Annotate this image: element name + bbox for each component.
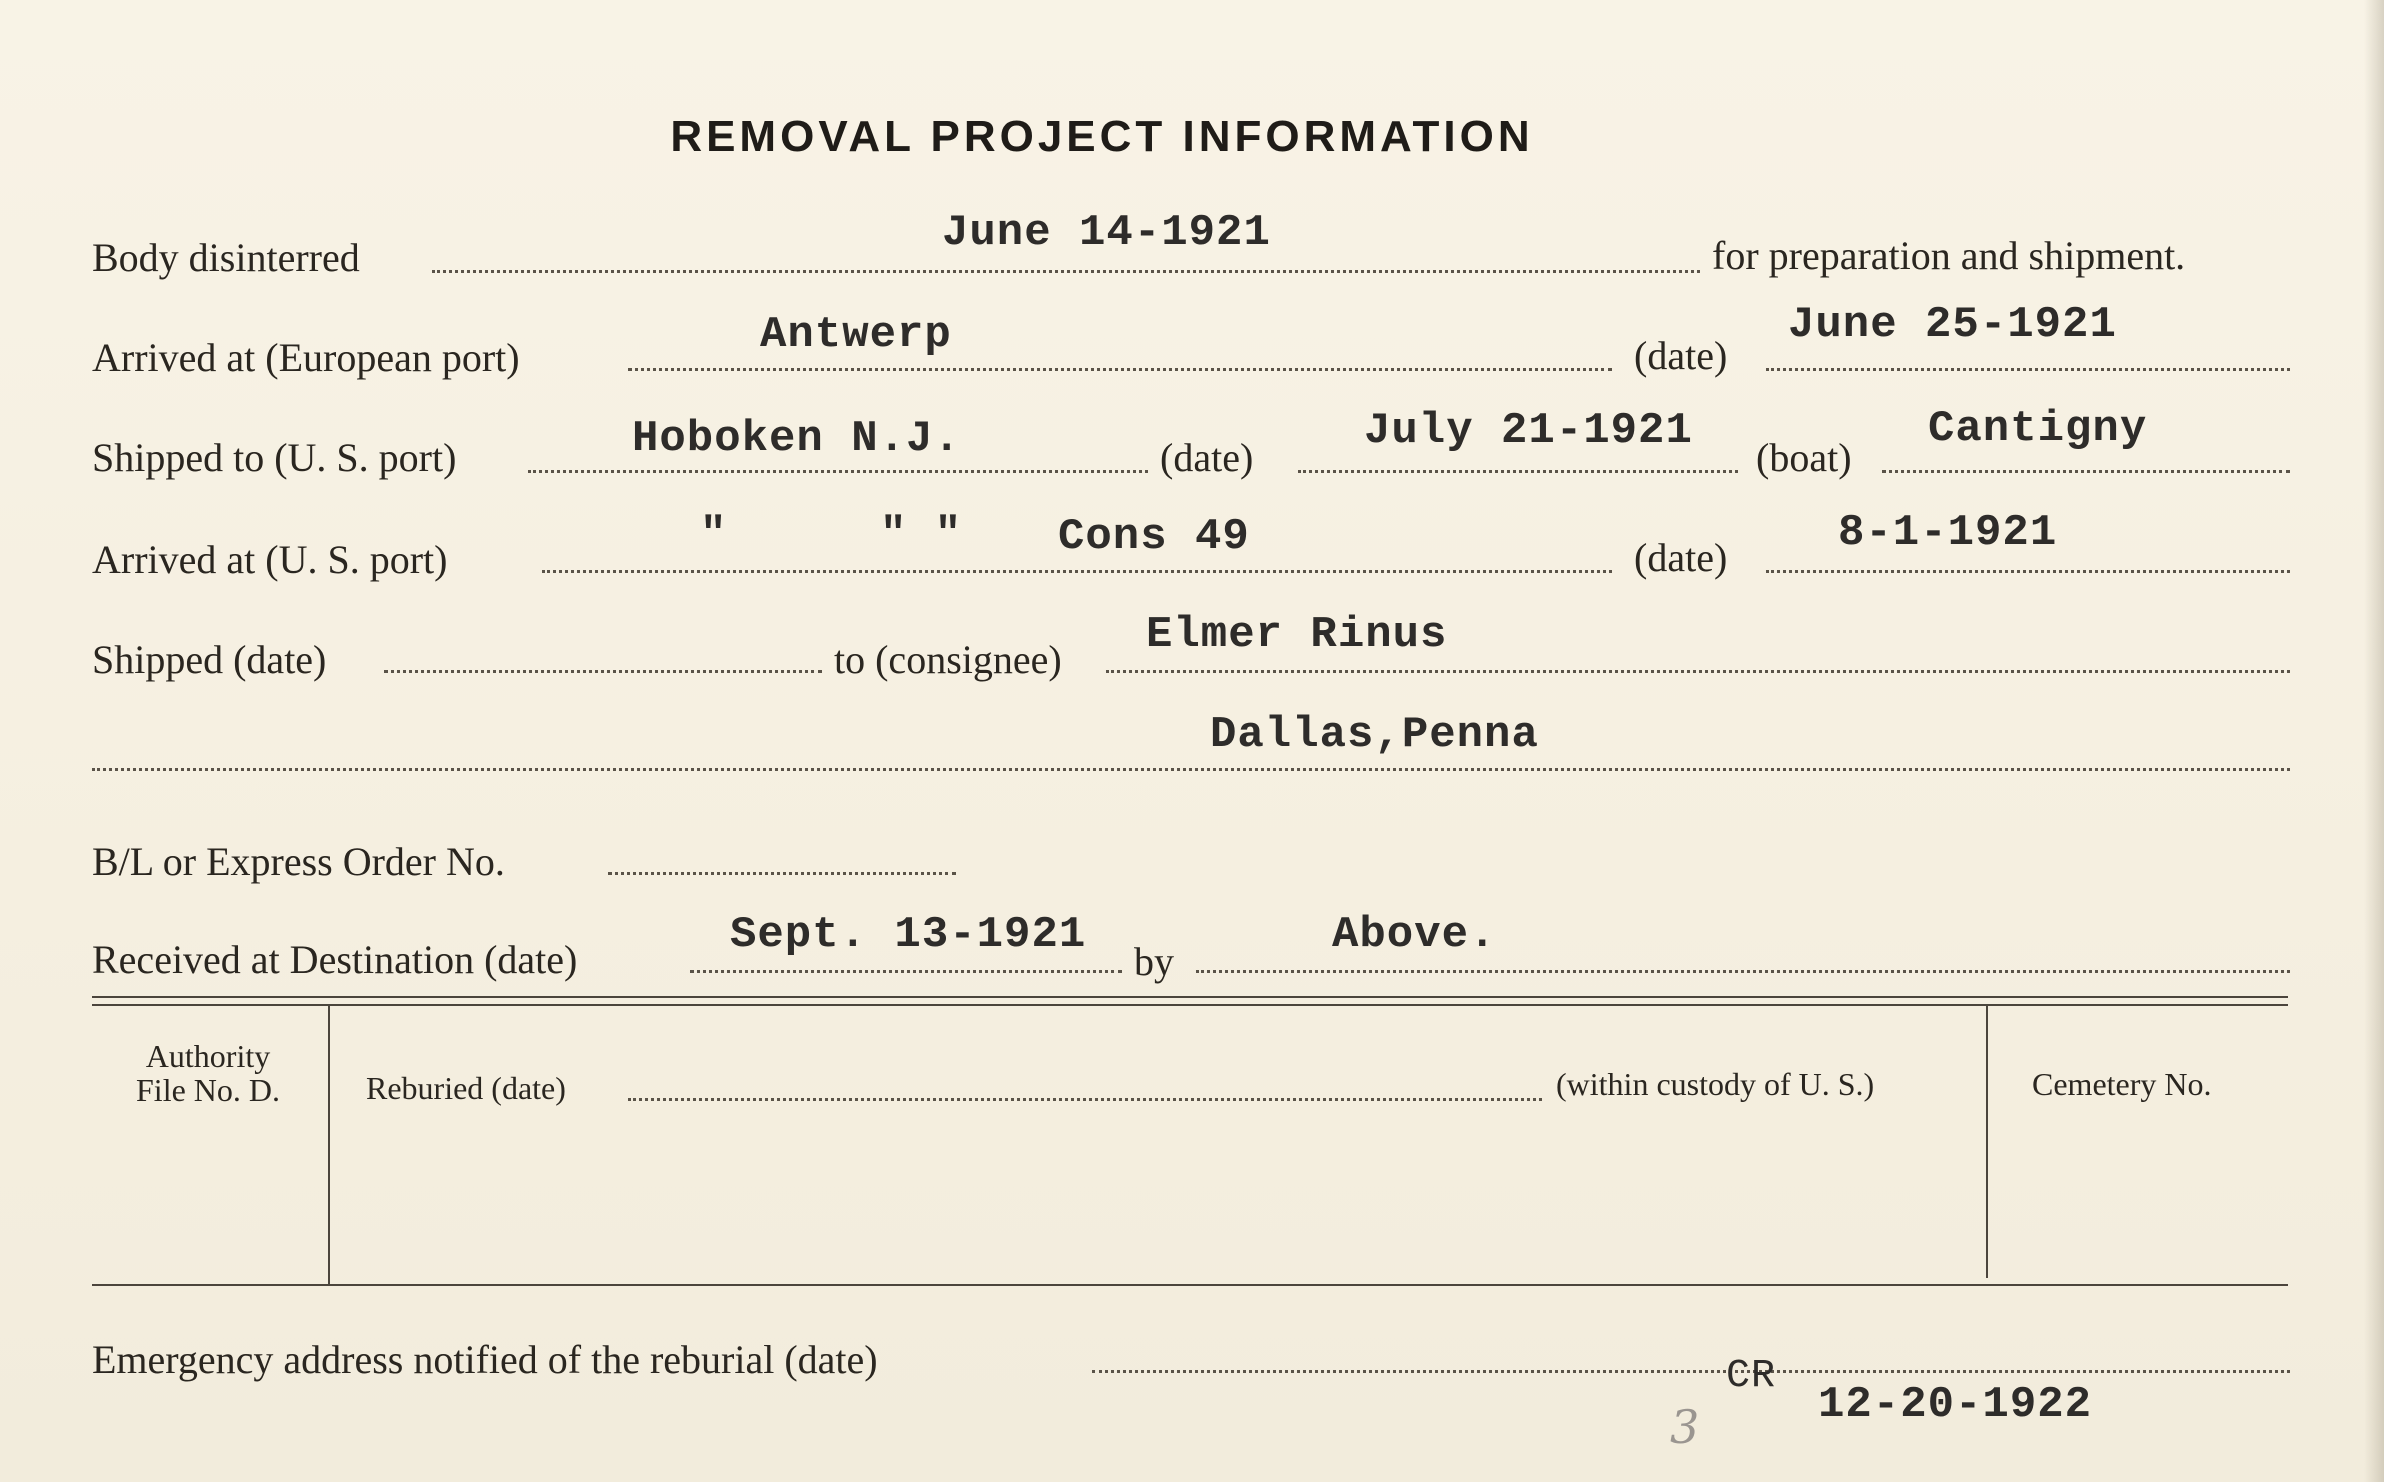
table-divider-left [328,1004,330,1284]
line-received-by [1196,970,2290,973]
value-european-port: Antwerp [760,310,952,360]
value-consignee-name: Elmer Rinus [1146,610,1448,660]
card-title: REMOVAL PROJECT INFORMATION [670,112,1534,161]
value-received-date: Sept. 13-1921 [730,910,1087,960]
value-cr-mark: CR [1726,1354,1777,1399]
table-bottom-rule [92,1284,2288,1286]
value-european-arrival-date: June 25-1921 [1788,300,2117,350]
label-cemetery-no: Cemetery No. [2032,1066,2212,1102]
value-boat: Cantigny [1928,404,2148,454]
label-european-date: (date) [1634,333,1728,378]
value-emergency-date: 12-20-1922 [1818,1380,2093,1430]
value-received-by: Above. [1332,910,1497,960]
line-european-port [628,368,1612,371]
label-authority: Authority [145,1038,271,1074]
label-shipped-to-us: Shipped to (U. S. port) [92,435,457,480]
table-top-rule-1 [92,996,2288,998]
label-file-no: File No. D. [136,1072,280,1108]
value-us-port-cons: Cons 49 [1058,512,1250,562]
pencil-mark: 3 [1670,1400,1700,1454]
value-ditto-1: " [700,510,728,560]
table-top-rule-2 [92,1004,2288,1006]
label-body-disinterred: Body disinterred [92,235,360,280]
line-us-port-arrived [542,570,1612,573]
value-us-arrival-date: 8-1-1921 [1838,508,2058,558]
line-received-date [690,970,1122,973]
label-to-consignee: to (consignee) [834,637,1062,682]
line-european-date [1766,368,2290,371]
value-consignee-address: Dallas,Penna [1210,710,1539,760]
label-for-preparation: for preparation and shipment. [1712,233,2186,278]
label-arrived-us: Arrived at (U. S. port) [92,537,448,582]
value-us-port-shipped: Hoboken N.J. [632,414,961,464]
label-shipped-date-row: Shipped (date) [92,637,327,682]
table-divider-right [1986,1004,1988,1278]
line-bl-order [608,872,956,875]
label-received-dest: Received at Destination (date) [92,937,578,982]
label-within-custody: (within custody of U. S.) [1556,1066,1875,1102]
line-shipped-date [1298,470,1738,473]
line-consignee [1106,670,2290,673]
line-body-disinterred [432,270,1700,273]
label-arrived-european: Arrived at (European port) [92,335,520,380]
label-bl-order: B/L or Express Order No. [92,839,505,884]
line-shipped-date-row [384,670,822,673]
label-emergency: Emergency address notified of the reburial (date) [92,1337,878,1382]
value-ditto-2: " " [880,510,963,560]
card-edge-shadow [2364,0,2384,1482]
line-boat [1882,470,2290,473]
label-reburied: Reburied (date) [366,1070,566,1106]
label-boat: (boat) [1756,435,1852,480]
line-emergency [1092,1370,2290,1373]
label-shipped-date: (date) [1160,435,1254,480]
label-us-arrival-date: (date) [1634,535,1728,580]
value-disinterred-date: June 14-1921 [942,208,1271,258]
line-us-arrival-date [1766,570,2290,573]
value-shipped-date: July 21-1921 [1364,406,1693,456]
line-consignee-address [92,768,2290,771]
label-by: by [1134,939,1174,984]
line-us-port-shipped [528,470,1148,473]
line-reburied [628,1098,1542,1101]
